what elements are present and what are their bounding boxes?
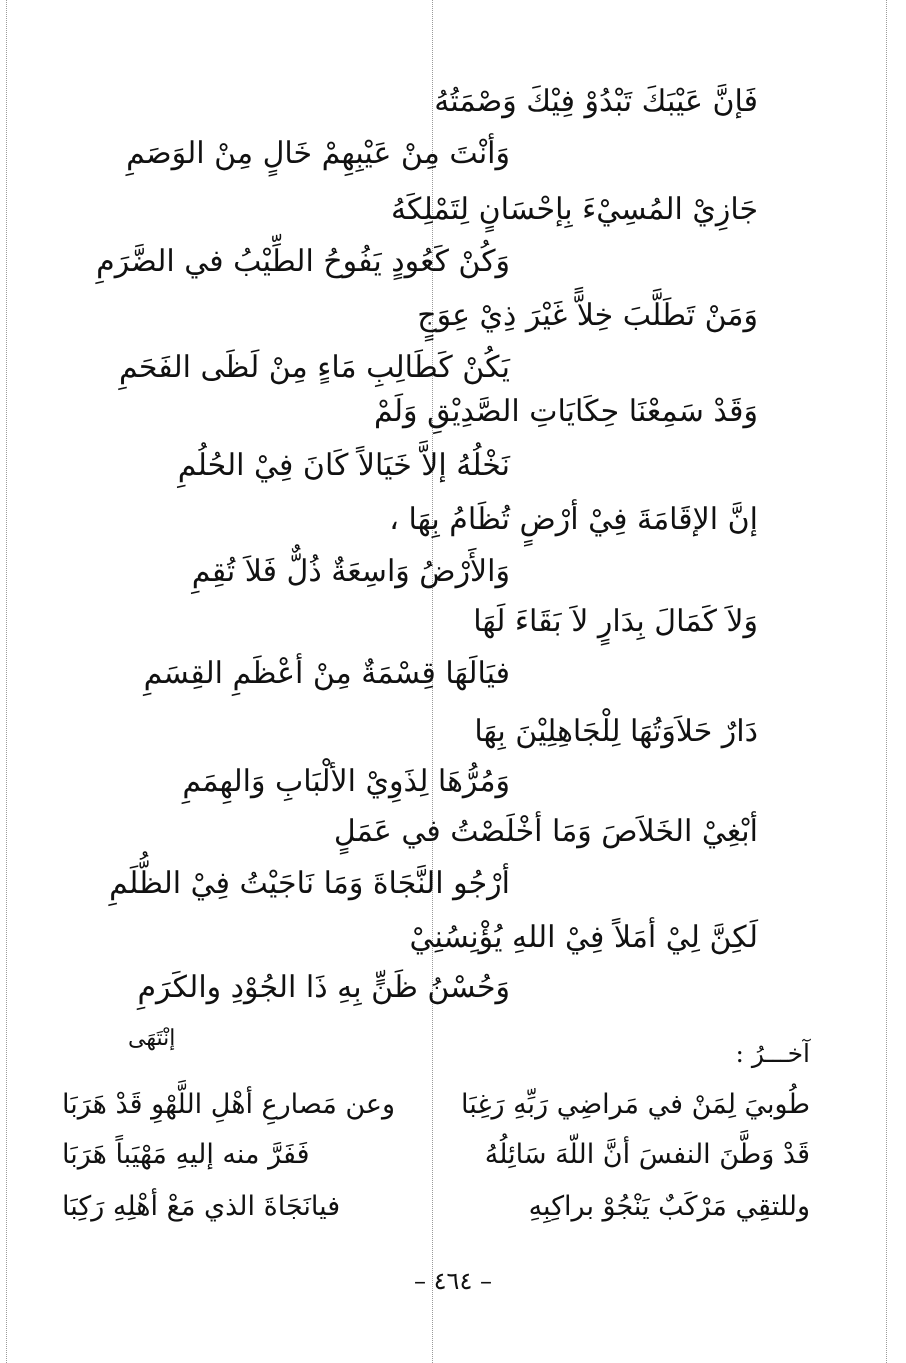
page-number: – ٤٦٤ – xyxy=(414,1267,492,1295)
verse-first-hemistich: طُوبيَ لِمَنْ في مَراضِي رَبِّهِ رَغِبَا xyxy=(460,1089,810,1120)
verse-line: لَكِنَّ لِيْ أمَلاً فِيْ اللهِ يُؤْنِسُنِيْ xyxy=(409,920,758,955)
verse-line: نَخْلُهُ إلاَّ خَيَالاً كَانَ فِيْ الحُلُمِ xyxy=(177,448,510,483)
verse-line: وَالأَرْضُ وَاسِعَةٌ ذُلٌّ فَلاَ تُقِمِ xyxy=(191,554,510,589)
page-edge-guide-left xyxy=(6,0,7,1363)
verse-line: أبْغِيْ الخَلاَصَ وَمَا أخْلَصْتُ في عَمَلٍ xyxy=(333,814,758,849)
verse-line: وَأنْتَ مِنْ عَيْبِهِمْ خَالٍ مِنْ الوَصَمِ xyxy=(126,136,510,171)
verse-first-hemistich: قَدْ وَطَّنَ النفسَ أنَّ اللّهَ سَائِلُهُ xyxy=(484,1139,810,1170)
verse-second-hemistich: فَفَرَّ منه إليهِ مَهْيَباً هَرَبَا xyxy=(62,1139,310,1170)
verse-line: وَمَنْ تَطَلَّبَ خِلاًّ غَيْرَ ذِيْ عِوَجٍ xyxy=(417,298,758,333)
verse-line: إنَّ الإقَامَةَ فِيْ أرْضٍ تُظَامُ بِهَا ، xyxy=(389,502,758,537)
verse-line: وَمُرُّهَا لِذَوِيْ الألْبَابِ وَالهِمَمِ xyxy=(182,764,510,799)
verse-line: فَإنَّ عَيْبَكَ تَبْدُوْ فِيْكَ وَصْمَتُهُ xyxy=(434,84,758,119)
verse-row xyxy=(62,1134,810,1176)
section-heading: آخـــرُ : xyxy=(735,1039,810,1068)
verse-line: وَكُنْ كَعُودٍ يَفُوحُ الطِّيْبُ في الضَّرَمِ xyxy=(96,244,510,279)
verse-line: فيَالَهَا قِسْمَةٌ مِنْ أعْظَمِ القِسَمِ xyxy=(143,656,510,691)
verse-line: وَحُسْنُ ظَنٍّ بِهِ ذَا الجُوْدِ والكَرَمِ xyxy=(137,970,510,1005)
verse-line: يَكُنْ كَطَالِبِ مَاءٍ مِنْ لَظَى الفَحَمِ xyxy=(118,350,510,385)
verse-row xyxy=(62,1186,810,1228)
verse-line: وَلاَ كَمَالَ بِدَارٍ لاَ بَقَاءَ لَهَا xyxy=(473,604,758,639)
verse-second-hemistich: وعن مَصارعِ أهْلِ اللَّهْوِ قَدْ هَرَبَا xyxy=(62,1089,396,1120)
verse-first-hemistich: وللتقِي مَرْكَبٌ يَنْجُوْ براكِبِهِ xyxy=(528,1191,810,1222)
verse-row xyxy=(62,1084,810,1126)
verse-line: أرْجُو النَّجَاةَ وَمَا نَاجَيْتُ فِيْ الظُّلَمِ xyxy=(109,866,510,901)
verse-second-hemistich: فيانَجَاةَ الذي مَعْ أهْلِهِ رَكِبَا xyxy=(62,1191,341,1222)
page-edge-guide-right xyxy=(886,0,887,1363)
verse-line: وَقَدْ سَمِعْنَا حِكَايَاتِ الصَّدِيْقِ وَلَمْ xyxy=(373,394,758,429)
verse-line: جَازِيْ المُسِيْءَ بِإحْسَانٍ لِتَمْلِكَهُ xyxy=(390,192,758,227)
end-note: إنْتَهَى xyxy=(128,1026,176,1051)
verse-line: دَارٌ حَلاَوَتُهَا لِلْجَاهِلِيْنَ بِهَا xyxy=(474,714,758,749)
